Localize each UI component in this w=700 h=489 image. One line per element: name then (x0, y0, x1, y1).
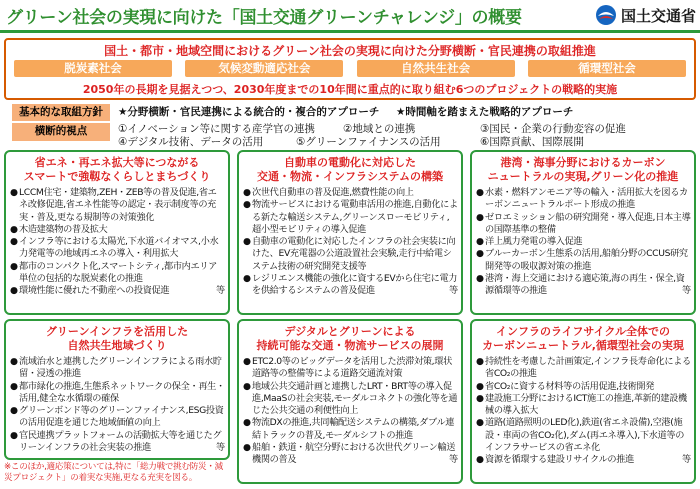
list-item: ●物流サービスにおける電動車活用の推進,自動化による新たな輸送システム,グリーンスローモビリティ,超小型モビリティの導入促進 (243, 199, 458, 235)
panel-title-line: カーボンニュートラル,循環型社会の実現 (482, 339, 684, 352)
panel-title-line: グリーンインフラを活用した (45, 325, 189, 338)
panel-list (243, 356, 458, 467)
list-item: ●自動車の電動化に対応したインフラの社会実装に向けた、EV充電器の公道設置社会実験,走行中給電システム技術の研究開発支援等 (243, 236, 456, 272)
panel-title (239, 325, 461, 353)
society-decarbonized: 脱炭素社会 (14, 60, 172, 77)
list-item: ●省CO₂に資する材料等の活用促進,技術開発 (476, 380, 655, 392)
cross-perspective-item: ③国民・企業の行動変容の促進 (480, 123, 626, 135)
project-panel-1 (4, 150, 230, 315)
cross-perspective-item: ④デジタル技術、データの活用 (118, 136, 264, 148)
list-item: ●道路(道路照明のLED化),鉄道(省エネ設備),空港(施設・車両の省CO₂化),ダム(再エネ導入),下水道等のインフラサービスの省エネ化 (476, 417, 685, 454)
list-item: ●資源を循環する建設リサイクルの推進 等 (476, 454, 691, 466)
list-item: ●持続性を考慮した計画策定,インフラ長寿命化による省CO₂の推進 (476, 356, 691, 380)
page-title: グリーン社会の実現に向けた「国土交通グリーンチャレンジ」の概要 (6, 8, 522, 28)
header-box (4, 38, 696, 100)
title-bar (0, 0, 700, 32)
list-item: ●建設施工分野におけるICT施工の推進,革新的建設機械の導入拡大 (476, 392, 687, 417)
panel-title-line: 持続可能な交通・物流サービスの展開 (256, 339, 444, 352)
list-item: ●ゼロエミッション船の研究開発・導入促進,日本主導の国際基準の整備 (476, 211, 691, 235)
list-item: ●環境性能に優れた不動産への投資促進 等 (10, 285, 225, 297)
cross-perspective-item: ⑤グリーンファイナンスの活用 (296, 136, 441, 148)
list-item: ●物流DXの推進,共同輸配送システムの構築,ダブル連結トラックの普及,モーダルシフトの推進 (243, 417, 455, 441)
header-subtitle: 2050年の長期を見据えつつ、2030年度までの10年間に重点的に取り組む6つのプロジェクトの戦略的実施 (82, 83, 618, 96)
project-panel-2 (237, 150, 463, 315)
panel-title (6, 325, 228, 353)
list-item: ●LCCM住宅・建築物,ZEH・ZEB等の普及促進,省エネ改修促進,省エネ性能等の認定・表示制度等の充実・普及,更なる規制等の対策強化 (10, 187, 217, 223)
society-nature: 自然共生社会 (357, 60, 515, 77)
basic-policy-item: ★時間軸を踏まえた戦略的アプローチ (396, 106, 574, 118)
cross-perspective-item: ⑥国際貢献、国際展開 (480, 136, 584, 148)
panel-title (6, 156, 228, 184)
panel-list (476, 187, 691, 298)
panel-list (10, 356, 225, 454)
list-item: ●レジリエンス機能の強化に資するEVから住宅に電力を供給するシステムの普及促進 等 (243, 273, 458, 297)
list-item: ●ETC2.0等のビッグデータを活用した渋滞対策,環状道路等の整備等による道路交通流対策 (243, 356, 452, 380)
panel-list (243, 187, 458, 298)
project-panel-5 (237, 319, 463, 484)
cross-perspective-item: ②地域との連携 (343, 123, 416, 135)
list-item: ●船舶・鉄道・航空分野における次世代グリーン輸送機関の普及 等 (243, 442, 458, 466)
list-item: ●水素・燃料アンモニア等の輸入・活用拡大を図るカーボンニュートラルポート形成の推進 (476, 187, 688, 211)
list-item: ●次世代自動車の普及促進,燃費性能の向上 (243, 187, 414, 198)
title-underline (0, 30, 700, 33)
panel-title (472, 156, 694, 184)
list-item: ●港湾・海上交通における適応策,海の再生・保全,資源循環等の推進 等 (476, 273, 691, 297)
list-item: ●ブルーカーボン生態系の活用,船舶分野のCCUS研究開発等の吸収源対策の推進 (476, 248, 688, 272)
society-adaptation: 気候変動適応社会 (185, 60, 343, 77)
list-item: ●洋上風力発電の導入促進 (476, 236, 583, 248)
society-row (14, 60, 686, 77)
list-item: ●流域治水と連携したグリーンインフラによる雨水貯留・浸透の推進 (10, 356, 222, 380)
panel-title (239, 156, 461, 184)
footnote: ※このほか,適応策については,特に「総力戦で挑む防災・減災プロジェクト」の着実な実施,更なる充実を図る。 (4, 462, 223, 483)
panel-list (476, 356, 691, 467)
panel-title-line: 港湾・海事分野におけるカーボン (500, 156, 666, 169)
ministry-name: 国土交通省 (620, 6, 696, 25)
list-item: ●地域公共交通計画と連携したLRT・BRT等の導入促進,MaaSの社会実装,モーダルコネクトの強化等を通じた公共交通の利便性向上 (243, 380, 458, 417)
ministry-logo (595, 4, 696, 26)
society-circular: 循環型社会 (528, 60, 686, 77)
mlit-logo-icon (595, 4, 617, 26)
panel-title (472, 325, 694, 353)
cross-perspective-item: ①イノベーション等に関する産学官の連携 (118, 123, 315, 135)
panel-title-line: 交通・物流・インフラシステムの構築 (257, 170, 443, 183)
header-title: 国土・都市・地域空間におけるグリーン社会の実現に向けた分野横断・官民連携の取組推進 (104, 44, 596, 58)
panel-title-line: 自然共生地域づくり (67, 339, 167, 352)
project-panel-3 (470, 150, 696, 315)
list-item: ●インフラ等における太陽光,下水道バイオマス,小水力発電等の地域再エネの導入・利用拡大 (10, 236, 219, 260)
panel-title-line: デジタルとグリーンによる (284, 325, 416, 338)
panel-title-line: ニュートラルの実現,グリーン化の推進 (487, 170, 679, 183)
panel-list (10, 187, 225, 298)
list-item: ●都市緑化の推進,生態系ネットワークの保全・再生・活用,健全な水循環の確保 (10, 380, 225, 404)
project-panel-4 (4, 319, 230, 460)
basic-policy-item: ★分野横断・官民連携による統合的・複合的アプローチ (118, 106, 380, 118)
project-panel-6 (470, 319, 696, 484)
list-item: ●官民連携プラットフォームの活動拡大等を通じたグリーンインフラの社会実装の推進 等 (10, 429, 225, 454)
panel-title-line: インフラのライフサイクル全体での (495, 325, 671, 338)
panel-title-line: 自動車の電動化に対応した (284, 156, 416, 169)
cross-perspective-label: 横断的視点 (12, 123, 110, 141)
panel-title-line: スマートで強靱なくらしとまちづくり (23, 170, 211, 183)
basic-policy-label: 基本的な取組方針 (12, 104, 110, 121)
panel-title-line: 省エネ・再エネ拡大等につながる (34, 156, 200, 169)
list-item: ●木造建築物の普及拡大 (10, 223, 108, 235)
list-item: ●都市のコンパクト化,スマートシティ,都市内エリア単位の包括的な脱炭素化の推進 (10, 260, 218, 285)
list-item: ●グリーンボンド等のグリーンファイナンス,ESG投資の活用促進を通じた地域価値の向上 (10, 405, 224, 429)
